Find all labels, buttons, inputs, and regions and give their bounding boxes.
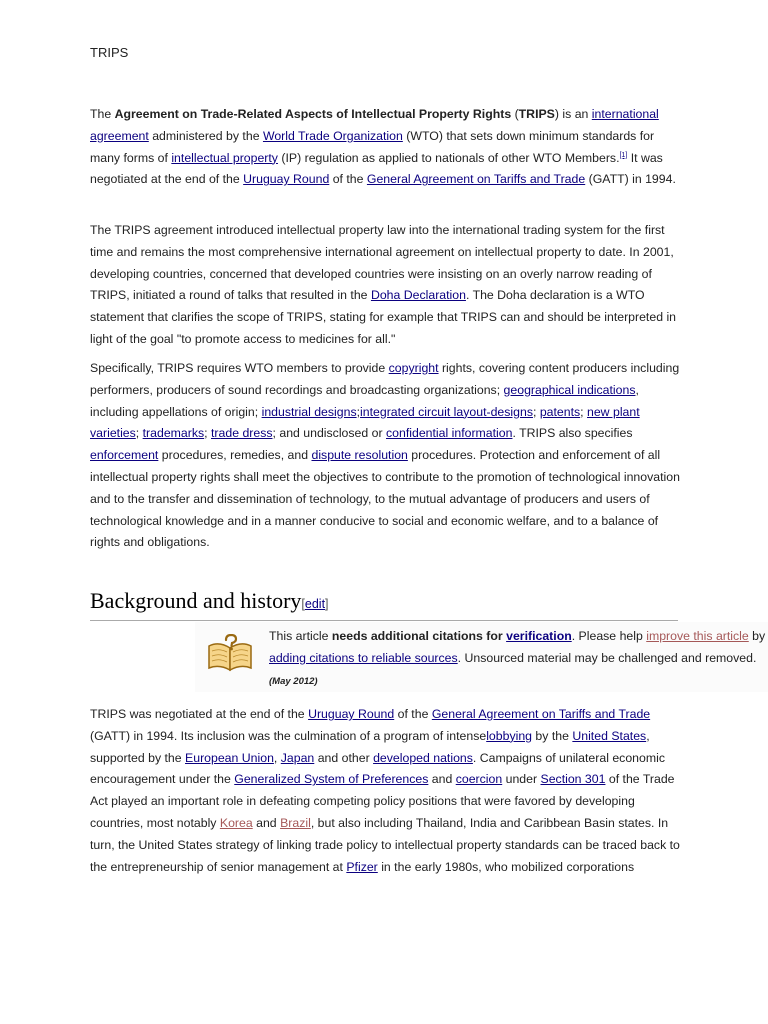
- text: and: [428, 772, 456, 787]
- citation-notice-box: [195, 622, 768, 692]
- citation-notice-text: [269, 626, 768, 692]
- text: and other: [314, 750, 374, 765]
- text: ,: [273, 750, 281, 765]
- text: (GATT) in 1994. Its inclusion was the culmination of a program of intense: [90, 728, 487, 743]
- link-dispute-resolution[interactable]: dispute resolution: [311, 448, 408, 463]
- link-trade-dress[interactable]: trade dress: [211, 426, 273, 441]
- document-title: TRIPS: [90, 45, 129, 60]
- link-united-states[interactable]: United States: [572, 728, 647, 743]
- link-confidential-information[interactable]: confidential information: [386, 426, 513, 441]
- text: by: [748, 629, 766, 643]
- text: ;: [580, 404, 587, 419]
- text: of the: [394, 707, 432, 721]
- link-geographical-indications[interactable]: geographical indications: [503, 382, 636, 397]
- link-copyright[interactable]: copyright: [388, 361, 439, 375]
- text: , including appellations of origin;: [90, 382, 639, 419]
- text: administered by the: [148, 128, 263, 143]
- edit-section: [301, 597, 328, 611]
- text: (GATT) in 1994.: [585, 172, 676, 187]
- text: [: [301, 597, 305, 611]
- text: . Campaigns of unilateral economic encouragement under the: [90, 750, 665, 787]
- link-lobbying[interactable]: lobbying: [486, 728, 533, 743]
- link-pfizer[interactable]: Pfizer: [346, 859, 378, 874]
- text: , but also including Thailand, India and Caribbean Basin states. In turn, the United States strategy of linking trade policy to intellectual property standards can be traced back to the entrepreneurship of senior management at: [90, 815, 680, 874]
- link-patents[interactable]: patents: [539, 404, 581, 419]
- link-integrated-circuit-layout-designs[interactable]: integrated circuit layout-designs: [360, 404, 533, 419]
- text: (WTO) that sets down minimum standards for many forms of: [90, 128, 655, 165]
- intro-paragraph: [90, 104, 680, 191]
- text: The TRIPS agreement introduced intellectual property law into the international trading system for the first time and remains the most comprehensive international agreement on intellectual property to date. In 2001, developing countries, concerned that developed countries were insisting on an overly narrow reading of TRIPS, initiated a round of talks that resulted in the: [90, 223, 674, 303]
- text: ]: [325, 597, 329, 611]
- notice-bold: needs additional citations for: [331, 629, 507, 643]
- link-gatt[interactable]: General Agreement on Tariffs and Trade: [431, 707, 651, 721]
- link-intellectual-property[interactable]: intellectual property: [171, 150, 278, 165]
- link-generalized-system-of-preferences[interactable]: Generalized System of Preferences: [234, 772, 429, 787]
- agreement-name-bold: Agreement on Trade-Related Aspects of Intellectual Property Rights: [114, 107, 512, 121]
- link-improve-this-article[interactable]: improve this article: [646, 629, 749, 643]
- text: Specifically, TRIPS requires WTO members to provide: [90, 361, 389, 375]
- text: ) is an: [554, 107, 592, 121]
- text: by the: [532, 728, 573, 743]
- text: of the: [329, 172, 367, 187]
- link-industrial-designs[interactable]: industrial designs: [261, 404, 357, 419]
- link-new-plant-varieties[interactable]: new plant varieties: [90, 404, 640, 441]
- text: procedures. Protection and enforcement of all intellectual property rights shall meet the objectives to contribute to the promotion of technological innovation and to the transfer and dissemination of technology, to the mutual advantage of producers and users of technological knowledge and in a manner conducive to social and economic welfare, and to a balance of rights and obligations.: [90, 448, 680, 550]
- edit-section-link[interactable]: edit: [304, 597, 326, 611]
- link-uruguay-round[interactable]: Uruguay Round: [243, 172, 330, 187]
- doha-paragraph: [90, 220, 680, 351]
- text: procedures, remedies, and: [158, 448, 312, 463]
- link-gatt[interactable]: General Agreement on Tariffs and Trade: [366, 172, 586, 187]
- text: , supported by the: [90, 728, 650, 765]
- text: rights, covering content producers including performers, producers of sound recordings and broadcasting organizations;: [90, 361, 680, 397]
- link-uruguay-round[interactable]: Uruguay Round: [308, 707, 395, 721]
- text: . The Doha declaration is a WTO statement that clarifies the scope of TRIPS, stating for example that TRIPS can and should be interpreted in light of the goal "to promote access to medicines for all.": [90, 288, 677, 346]
- text: TRIPS was negotiated at the end of the: [90, 707, 309, 721]
- link-adding-citations[interactable]: adding citations to reliable sources: [269, 650, 458, 665]
- text: ; and undisclosed or: [272, 426, 386, 441]
- link-developed-nations[interactable]: developed nations: [373, 750, 473, 765]
- link-coercion[interactable]: coercion: [455, 772, 503, 787]
- link-korea[interactable]: Korea: [219, 815, 253, 830]
- text: . TRIPS also specifies: [512, 426, 633, 441]
- trips-bold: TRIPS: [518, 107, 555, 121]
- text: under: [502, 772, 541, 787]
- link-doha-declaration[interactable]: Doha Declaration: [370, 288, 466, 303]
- link-world-trade-organization[interactable]: World Trade Organization: [262, 128, 403, 143]
- text: . Unsourced material may be challenged and removed.: [457, 650, 757, 665]
- link-european-union[interactable]: European Union: [185, 750, 274, 765]
- section-heading-background: [90, 587, 678, 621]
- requirements-paragraph: [90, 358, 680, 554]
- link-enforcement[interactable]: enforcement: [90, 448, 159, 463]
- link-brazil[interactable]: Brazil: [280, 815, 311, 830]
- heading-text: Background and history: [90, 588, 302, 613]
- text: ;: [135, 426, 143, 441]
- text: ;: [532, 404, 540, 419]
- text: The: [90, 107, 115, 121]
- text: ;: [204, 426, 211, 441]
- text: (: [511, 107, 519, 121]
- link-japan[interactable]: Japan: [280, 750, 315, 765]
- text: and: [252, 815, 281, 830]
- text: (IP) regulation as applied to nationals of other WTO Members.: [277, 150, 620, 165]
- text: . Please help: [571, 629, 647, 643]
- text: in the early 1980s, who mobilized corporations: [377, 859, 635, 874]
- link-verification[interactable]: verification: [506, 629, 572, 643]
- text: ;: [356, 404, 361, 419]
- history-paragraph: [90, 704, 680, 878]
- citation-link[interactable]: [1]: [619, 151, 628, 159]
- text: It was negotiated at the end of the: [90, 150, 663, 187]
- text: This article: [269, 629, 332, 643]
- notice-date: (May 2012): [269, 675, 318, 687]
- link-section-301[interactable]: Section 301: [540, 772, 606, 787]
- text: of the Trade Act played an important role in defeating competing policy positions that were favored by developing countries, most notably: [90, 772, 675, 830]
- link-trademarks[interactable]: trademarks: [142, 426, 205, 441]
- open-book-question-icon: [205, 634, 255, 674]
- link-international-agreement[interactable]: international agreement: [90, 107, 659, 143]
